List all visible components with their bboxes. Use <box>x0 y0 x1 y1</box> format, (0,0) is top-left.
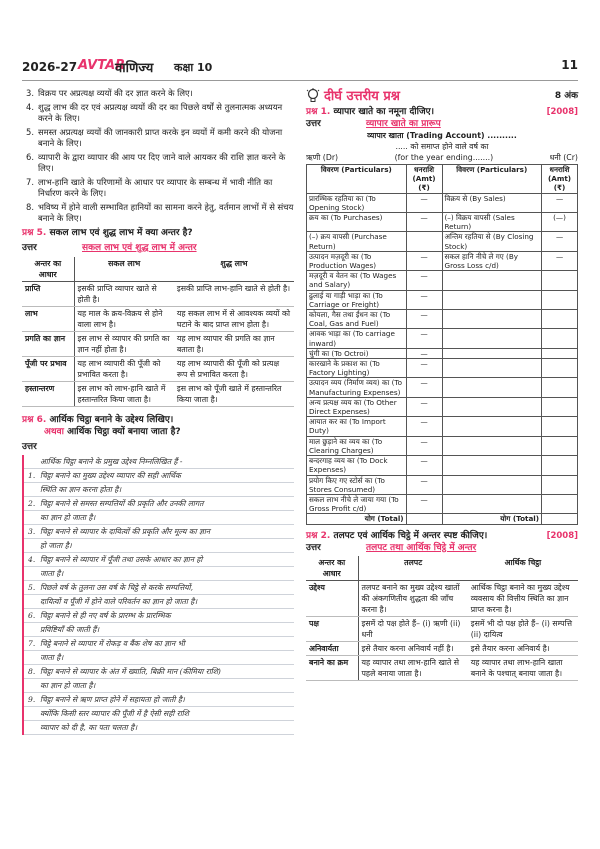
table-cell: बनाने का क्रम <box>306 655 358 680</box>
handwritten-line <box>28 497 294 511</box>
debit-item: आयात कर का (To Import Duty) <box>307 417 407 436</box>
credit-item: सकल हानि नीचे ले गए (By Gross Loss c/d) <box>442 251 542 270</box>
handwritten-text: चिट्ठा बनाने से व्यापार में पूँजी तथा उसके आधार का ज्ञान हो <box>40 555 203 564</box>
credit-item: अन्तिम रहतिया से (By Closing Stock) <box>442 232 542 251</box>
trading-row <box>307 271 578 290</box>
list-item <box>22 152 294 174</box>
credit-amount-empty <box>542 290 578 309</box>
handwritten-line <box>28 721 294 735</box>
list-text: व्यापारी के द्वारा व्यापार की आय पर दिए जाने वाले आयकर की राशि ज्ञात करने के लिए। <box>38 152 286 173</box>
list-text: समस्त अप्रत्यक्ष व्ययों की जानकारी प्राप्त करके इन व्ययों में कमी करने की योजना बनाने के लिए। <box>38 127 283 148</box>
handwritten-line <box>28 469 294 483</box>
question-6-alt: अथवा आर्थिक चिट्ठा क्यों बनाया जाता है? <box>44 427 181 437</box>
table-row <box>22 332 294 357</box>
debit-amount: — <box>406 271 442 290</box>
handwritten-number: 6. <box>28 611 36 620</box>
trading-row <box>307 436 578 455</box>
credit-amount-empty <box>542 271 578 290</box>
credit-item-empty <box>442 290 542 309</box>
total-amount-debit <box>406 514 442 524</box>
table-cell: इस लाभ से व्यापार की प्रगति का ज्ञान नहीं होता है। <box>74 332 174 357</box>
year-tag: [2008] <box>546 107 578 117</box>
list-item <box>22 127 294 149</box>
table-row <box>22 382 294 407</box>
handwritten-line <box>28 693 294 707</box>
list-number: 6. <box>26 152 34 162</box>
table-header: अन्तर का आधार <box>306 556 358 581</box>
left-column <box>22 88 294 735</box>
table-cell: पक्ष <box>306 616 358 641</box>
debit-item: सकल लाभ नीचे ले जाया गया (To Gross Profit c/d) <box>307 494 407 513</box>
handwritten-number <box>28 511 40 525</box>
credit-item: विक्रय से (By Sales) <box>442 193 542 212</box>
trading-row <box>307 193 578 212</box>
credit-amount-empty <box>542 397 578 416</box>
handwritten-number <box>28 721 40 735</box>
debit-item: कारखाने के प्रकाश का (To Factory Lighting) <box>307 359 407 378</box>
handwritten-number: 9. <box>28 695 36 704</box>
table-header: शुद्ध लाभ <box>174 257 294 282</box>
total-label-credit: योग (Total) <box>442 514 542 524</box>
handwritten-line <box>28 651 294 665</box>
table-cell: प्राप्ति <box>22 282 74 307</box>
answer-1-heading: उत्तर व्यापार खाते का प्रारूप <box>306 119 441 129</box>
table-cell: यह सकल लाभ में से आवश्यक व्ययों को घटाने के बाद प्राप्त लाभ होता है। <box>174 307 294 332</box>
debit-amount: — <box>406 310 442 329</box>
trading-row <box>307 359 578 378</box>
handwritten-number <box>28 455 40 469</box>
debit-item: (–) क्रय वापसी (Purchase Return) <box>307 232 407 251</box>
handwritten-text: व्यापार को दी है, का पता चलता है। <box>40 723 138 732</box>
table-cell: तलपट बनाने का मुख्य उद्देश्य खातों की अंकगणितीय शुद्धता की जाँच करना है। <box>358 580 468 616</box>
debit-item: उत्पादन मज़दूरी का (To Production Wages) <box>307 251 407 270</box>
table-cell: इसे तैयार करना अनिवार्य है। <box>468 641 578 655</box>
handwritten-line <box>28 679 294 693</box>
handwritten-text: पिछले वर्ष के तुलना उस वर्ष के चिट्ठे से करके सम्पत्तियों, <box>40 583 194 592</box>
marks-label: 8 अंक <box>554 90 578 101</box>
debit-amount <box>406 232 442 251</box>
handwritten-line <box>28 637 294 651</box>
credit-item-empty <box>442 494 542 513</box>
table-cell: यह व्यापार तथा लाभ-हानि खाता बनाने के पश्चात् बनाया जाता है। <box>468 655 578 680</box>
handwritten-number: 2. <box>28 499 36 508</box>
trading-row <box>307 378 578 397</box>
table-header: सकल लाभ <box>74 257 174 282</box>
answer-5-heading: उत्तर सकल लाभ एवं शुद्ध लाभ में अन्तर <box>22 243 197 253</box>
trading-dr-cr: ऋणी (Dr) (for the year ending.......) धनी (Cr) <box>306 153 578 162</box>
handwritten-line <box>28 567 294 581</box>
section-heading <box>306 88 578 104</box>
table-cell: उद्देश्य <box>306 580 358 616</box>
table-cell: इसमें दो पक्ष होते हैं– (i) ऋणी (ii) धनी <box>358 616 468 641</box>
debit-item: उत्पादन व्यय (निर्माण व्यय) का (To Manufacturing Expenses) <box>307 378 407 397</box>
trading-row <box>307 475 578 494</box>
credit-amount-empty <box>542 456 578 475</box>
debit-item: चुंगी का (To Octroi) <box>307 348 407 358</box>
handwritten-text: चिट्ठा बनाने से ऋण प्राप्त होने में सहायता हो जाती है। <box>40 695 185 704</box>
debit-amount: — <box>406 397 442 416</box>
table-cell: यह लाभ व्यापारी की पूँजी को प्रभावित करता है। <box>74 357 174 382</box>
header-year: 2026-27 <box>22 60 78 74</box>
table-cell: यह लाभ व्यापारी की पूँजी को प्रत्यक्ष रूप से प्रभावित करता है। <box>174 357 294 382</box>
debit-amount: — <box>406 213 442 232</box>
handwritten-number <box>28 595 40 609</box>
debit-amount: — <box>406 193 442 212</box>
trading-row <box>307 494 578 513</box>
handwritten-text: चिट्ठा बनाने का मुख्य उद्देश्य व्यापार की सही आर्थिक <box>40 471 181 480</box>
handwritten-text: चिट्ठा बनाने से व्यापार के अंत में ख्याति, बिक्री मान (कीमिया राशि) <box>40 667 221 676</box>
credit-amount-empty <box>542 475 578 494</box>
list-number: 5. <box>26 127 34 137</box>
debit-item: क्रय का (To Purchases) <box>307 213 407 232</box>
table-cell: इसे तैयार करना अनिवार्य नहीं है। <box>358 641 468 655</box>
table-row <box>22 307 294 332</box>
handwritten-line <box>28 483 294 497</box>
table-cell: यह लाभ व्यापार की प्रगति का ज्ञान बताता है। <box>174 332 294 357</box>
question-2: प्रश्न 2. तलपट एवं आर्थिक चिट्ठे में अन्तर स्पष्ट कीजिए। [2008] <box>306 530 578 541</box>
handwritten-line <box>28 455 294 469</box>
handwritten-text: जाता है। <box>40 569 64 578</box>
debit-amount: — <box>406 348 442 358</box>
trading-row <box>307 417 578 436</box>
table-cell: इसकी प्राप्ति लाभ-हानि खाते से होती है। <box>174 282 294 307</box>
table-cell: इस लाभ को लाभ-हानि खाते में हस्तान्तरित किया जाता है। <box>74 382 174 407</box>
answer-2-heading: उत्तर तलपट तथा आर्थिक चिट्ठे में अन्तर <box>306 542 477 553</box>
debit-amount: — <box>406 417 442 436</box>
credit-item-empty <box>442 271 542 290</box>
question-6: प्रश्न 6. आर्थिक चिट्ठा बनाने के उद्देश्य लिखिए। <box>22 415 174 425</box>
list-number: 8. <box>26 202 34 212</box>
total-amount-credit <box>542 514 578 524</box>
debit-item: मज़दूरी व वेतन का (To Wages and Salary) <box>307 271 407 290</box>
table-cell: लाभ <box>22 307 74 332</box>
handwritten-text: का ज्ञान हो जाता है। <box>40 681 96 690</box>
table-header: अन्तर का आधार <box>22 257 74 282</box>
gross-vs-net-profit-table <box>22 257 294 407</box>
handwritten-text: जाता है। <box>40 653 64 662</box>
right-column <box>306 88 578 681</box>
handwritten-answer <box>22 455 294 735</box>
credit-amount-empty <box>542 329 578 348</box>
debit-item: माल छुड़ाने का व्यय का (To Clearing Charges) <box>307 436 407 455</box>
list-number: 3. <box>26 88 34 98</box>
trading-header: धनराशि (Amt) (₹) <box>406 165 442 194</box>
debit-amount: — <box>406 290 442 309</box>
handwritten-number <box>28 651 40 665</box>
handwritten-number <box>28 679 40 693</box>
handwritten-line <box>28 581 294 595</box>
list-text: विक्रय पर अप्रत्यक्ष व्ययों की दर ज्ञात करने के लिए। <box>38 88 193 98</box>
handwritten-number: 1. <box>28 471 36 480</box>
handwritten-number: 5. <box>28 583 36 592</box>
table-row <box>306 616 578 641</box>
handwritten-number <box>28 623 40 637</box>
list-item <box>22 202 294 224</box>
header-subject: वाणिज्य <box>115 61 154 76</box>
trading-header: धनराशि (Amt) (₹) <box>542 165 578 194</box>
table-row <box>22 282 294 307</box>
trading-row <box>307 290 578 309</box>
credit-item-empty <box>442 329 542 348</box>
credit-amount-empty <box>542 378 578 397</box>
table-cell: प्रगति का ज्ञान <box>22 332 74 357</box>
handwritten-line <box>28 525 294 539</box>
trading-header: विवरण (Particulars) <box>442 165 542 194</box>
handwritten-text: चिट्ठा बनाने से ही नए वर्ष के प्रारम्भ के प्रारम्भिक <box>40 611 171 620</box>
credit-amount-empty <box>542 436 578 455</box>
trading-row <box>307 251 578 270</box>
page-number: 11 <box>561 58 578 72</box>
handwritten-text: चिट्ठे बनाने से व्यापार में रोकड़ व बैंक शेष का ज्ञान भी <box>40 639 185 648</box>
handwritten-number: 7. <box>28 639 36 648</box>
debit-amount: — <box>406 475 442 494</box>
table-header-row <box>22 257 294 282</box>
credit-item-empty <box>442 417 542 436</box>
trading-row <box>307 456 578 475</box>
handwritten-number <box>28 567 40 581</box>
table-cell: पूँजी पर प्रभाव <box>22 357 74 382</box>
table-cell: यह व्यापार तथा लाभ-हानि खाते से पहले बनाया जाता है। <box>358 655 468 680</box>
table-row <box>306 641 578 655</box>
debit-item: बन्दरगाह व्यय का (To Dock Expenses) <box>307 456 407 475</box>
table-cell: इस लाभ को पूँजी खाते में हस्तान्तरित किया जाता है। <box>174 382 294 407</box>
table-header-row <box>306 556 578 581</box>
credit-amount-empty <box>542 348 578 358</box>
debit-amount: — <box>406 378 442 397</box>
debit-amount: — <box>406 251 442 270</box>
handwritten-text: क्योंकि किसी स्तर व्यापार की पूँजी में है ऐसी सही राशि <box>40 709 189 718</box>
handwritten-line <box>28 595 294 609</box>
debit-item: आवक भाड़ा का (To carriage inward) <box>307 329 407 348</box>
credit-item-empty <box>442 359 542 378</box>
handwritten-line <box>28 511 294 525</box>
debit-amount: — <box>406 436 442 455</box>
credit-item-empty <box>442 310 542 329</box>
handwritten-text: स्थिति का ज्ञान करना होता है। <box>40 485 122 494</box>
debit-item: प्रयोग किए गए स्टोर्स का (To Stores Consumed) <box>307 475 407 494</box>
debit-item: कोयला, गैस तथा ईंधन का (To Coal, Gas and Fuel) <box>307 310 407 329</box>
credit-amount: (—) <box>542 213 578 232</box>
handwritten-text: हो जाता है। <box>40 541 72 550</box>
trading-row <box>307 348 578 358</box>
table-cell: यह माल के क्रय-विक्रय से होने वाला लाभ है। <box>74 307 174 332</box>
table-header: आर्थिक चिट्ठा <box>468 556 578 581</box>
debit-item: ढुलाई या गाड़ी भाड़ा का (To Carriage or Freight) <box>307 290 407 309</box>
trading-total-row <box>307 514 578 524</box>
credit-item: (–) विक्रय वापसी (Sales Return) <box>442 213 542 232</box>
credit-amount: — <box>542 193 578 212</box>
handwritten-line <box>28 623 294 637</box>
handwritten-line <box>28 707 294 721</box>
handwritten-number <box>28 707 40 721</box>
page-header <box>22 58 578 80</box>
list-item <box>22 88 294 99</box>
handwritten-number: 8. <box>28 667 36 676</box>
total-label-debit: योग (Total) <box>307 514 407 524</box>
table-row <box>22 357 294 382</box>
table-header: तलपट <box>358 556 468 581</box>
handwritten-text: प्रविष्टियाँ की जाती हैं। <box>40 625 100 634</box>
debit-item: प्रारम्भिक रहतिया का (To Opening Stock) <box>307 193 407 212</box>
credit-item-empty <box>442 348 542 358</box>
handwritten-number <box>28 539 40 553</box>
answer-6-heading: उत्तर <box>22 442 37 452</box>
credit-item-empty <box>442 475 542 494</box>
section-title: दीर्घ उत्तरीय प्रश्न <box>324 88 400 104</box>
handwritten-number: 3. <box>28 527 36 536</box>
handwritten-line <box>28 539 294 553</box>
credit-amount-empty <box>542 310 578 329</box>
handwritten-number: 4. <box>28 555 36 564</box>
question-5: प्रश्न 5. सकल लाभ एवं शुद्ध लाभ में क्या अन्तर है? <box>22 228 193 238</box>
debit-amount: — <box>406 329 442 348</box>
trading-row <box>307 329 578 348</box>
handwritten-line <box>28 665 294 679</box>
list-item <box>22 177 294 199</box>
list-item <box>22 102 294 124</box>
handwritten-text: आर्थिक चिट्ठा बनाने के प्रमुख उद्देश्य निम्नलिखित हैं - <box>40 457 183 466</box>
list-text: शुद्ध लाभ की दर एवं अप्रत्यक्ष व्ययों की दर का पिछले वर्षों से तुलनात्मक अध्ययन करने के लिए। <box>38 102 283 123</box>
handwritten-text: चिट्ठा बनाने से समस्त सम्पत्तियों की प्रकृति और उनकी लागत <box>40 499 204 508</box>
credit-item-empty <box>442 397 542 416</box>
header-divider <box>22 80 578 81</box>
table-cell: इसमें भी दो पक्ष होते हैं– (i) सम्पत्ति (ii) दायित्व <box>468 616 578 641</box>
handwritten-text: का ज्ञान हो जाता है। <box>40 513 96 522</box>
table-cell: अनिवार्यता <box>306 641 358 655</box>
handwritten-text: चिट्ठा बनाने से व्यापार के दायित्वों की प्रकृति और मूल्य का ज्ञान <box>40 527 211 536</box>
brand-logo: AVTAR <box>78 58 126 73</box>
handwritten-line <box>28 553 294 567</box>
debit-amount: — <box>406 494 442 513</box>
credit-amount: — <box>542 232 578 251</box>
credit-item-empty <box>442 436 542 455</box>
table-cell: आर्थिक चिट्ठा बनाने का मुख्य उद्देश्य व्यवसाय की वित्तीय स्थिति का ज्ञान प्राप्त करना है। <box>468 580 578 616</box>
list-text: लाभ-हानि खाते के परिणामों के आधार पर व्यापार के सम्बन्ध में भावी नीति का निर्धारण करने के लिए। <box>38 177 273 198</box>
trading-header: विवरण (Particulars) <box>307 165 407 194</box>
credit-item-empty <box>442 378 542 397</box>
header-class: कक्षा 10 <box>174 61 213 74</box>
table-row <box>306 580 578 616</box>
trading-row <box>307 397 578 416</box>
trading-row <box>307 213 578 232</box>
list-text: भविष्य में होने वाली सम्भावित हानियों का सामना करने हेतु, वर्तमान लाभों में से संचय बनाने के लिए। <box>38 202 294 223</box>
credit-amount-empty <box>542 417 578 436</box>
debit-item: अन्य प्रत्यक्ष व्यय का (To Other Direct Expenses) <box>307 397 407 416</box>
trading-row <box>307 310 578 329</box>
question-1: प्रश्न 1. व्यापार खाते का नमूना दीजिए। [2008] <box>306 107 578 117</box>
credit-amount-empty <box>542 359 578 378</box>
trading-row <box>307 232 578 251</box>
table-cell: इसकी प्राप्ति व्यापार खाते से होती है। <box>74 282 174 307</box>
debit-amount: — <box>406 359 442 378</box>
handwritten-line <box>28 609 294 623</box>
credit-amount-empty <box>542 494 578 513</box>
list-number: 4. <box>26 102 34 112</box>
credit-amount: — <box>542 251 578 270</box>
credit-item-empty <box>442 456 542 475</box>
trading-header-row <box>307 165 578 194</box>
trading-account-table <box>306 164 578 525</box>
objectives-list <box>22 88 294 224</box>
trial-balance-vs-balance-sheet-table <box>306 556 578 681</box>
trading-account-period: ..... को समाप्त होने वाले वर्ष का <box>395 142 489 151</box>
handwritten-text: दायित्वों व पूँजी में होने वाले परिवर्तन का ज्ञान हो जाता है। <box>40 597 198 606</box>
list-number: 7. <box>26 177 34 187</box>
table-cell: हस्तान्तरण <box>22 382 74 407</box>
handwritten-number <box>28 483 40 497</box>
debit-amount: — <box>406 456 442 475</box>
year-tag-2: [2008] <box>546 530 578 541</box>
lightbulb-icon <box>306 88 320 104</box>
trading-account-name: व्यापार खाता (Trading Account) .......... <box>367 131 517 140</box>
table-row <box>306 655 578 680</box>
